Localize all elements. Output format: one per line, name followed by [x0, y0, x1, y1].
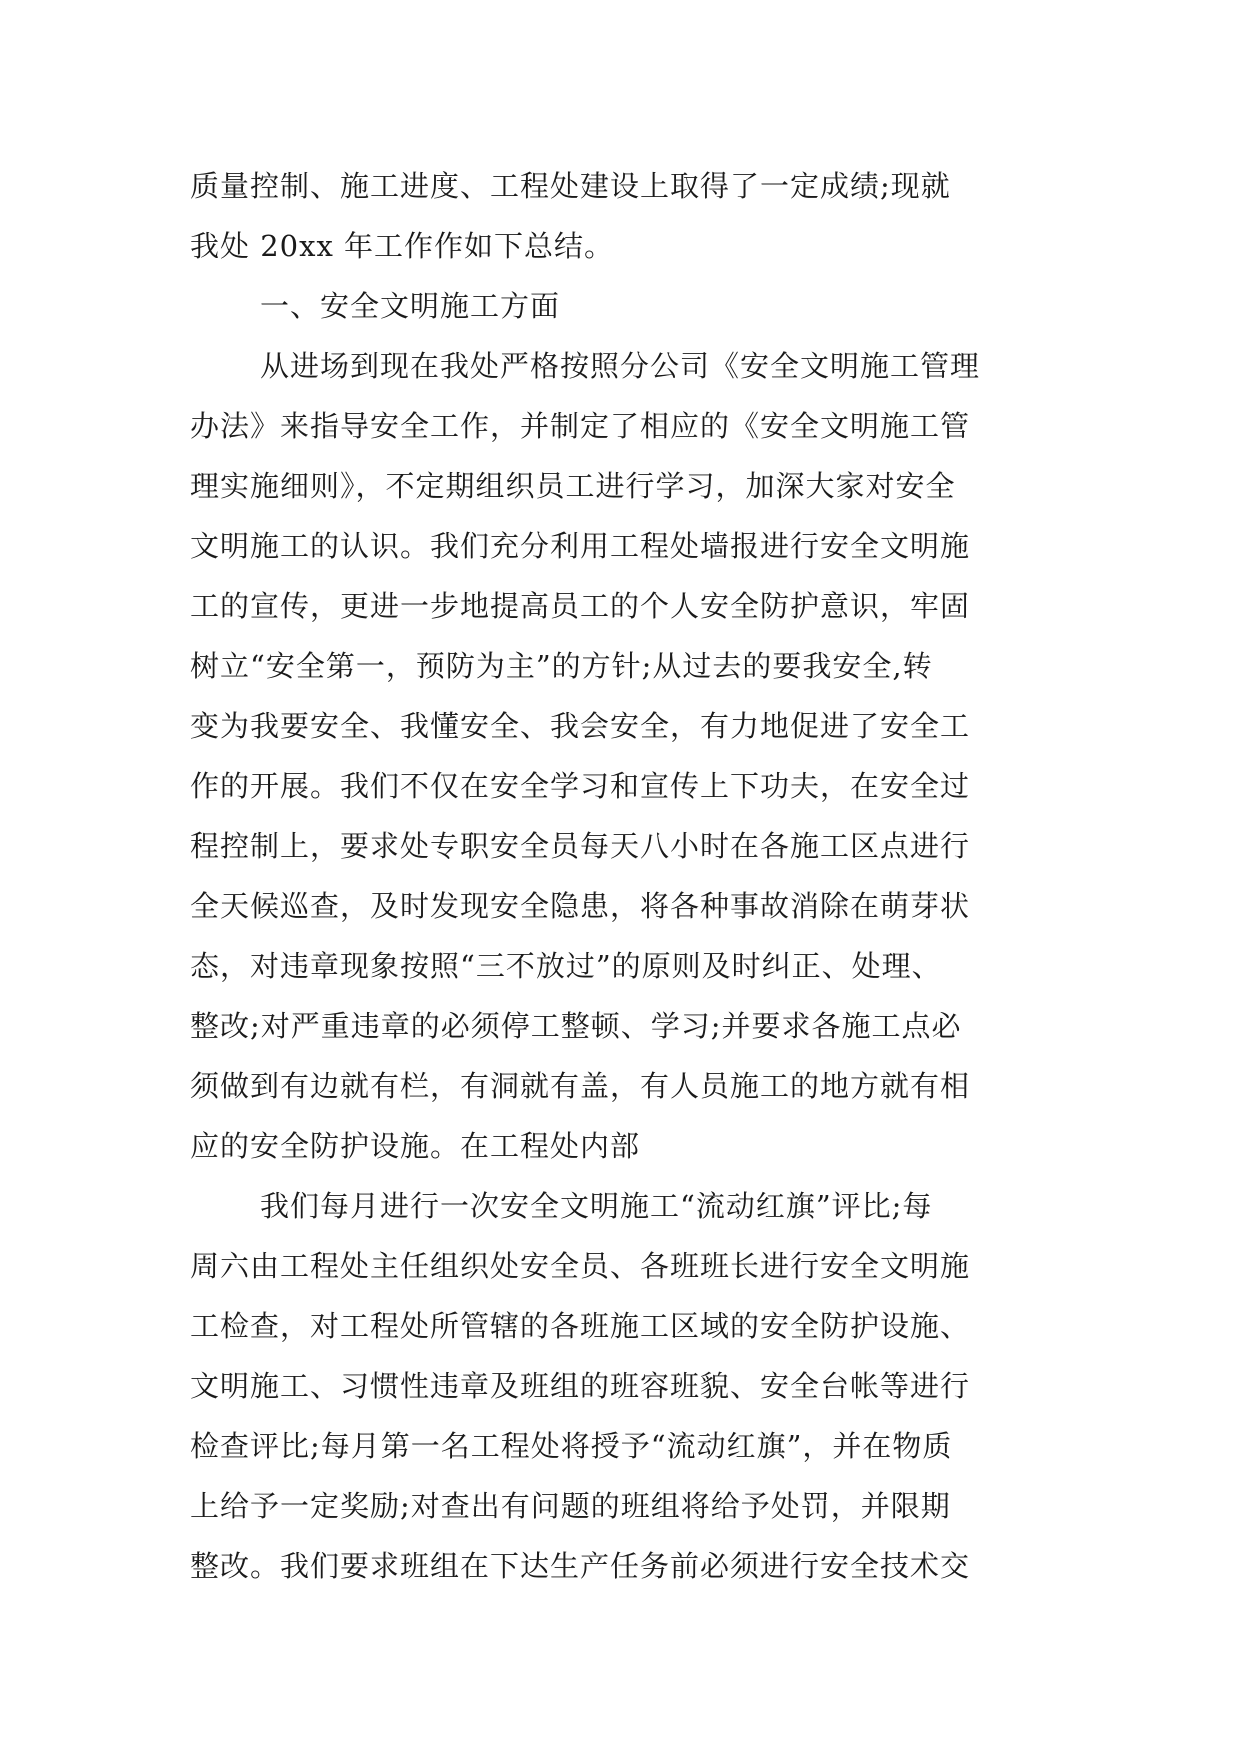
text-line: 工的宣传，更进一步地提高员工的个人安全防护意识，牢固: [190, 589, 971, 623]
text-line: 检查评比;每月第一名工程处将授予“流动红旗”，并在物质: [190, 1429, 953, 1463]
section-heading: 一、安全文明施工方面: [260, 289, 561, 323]
text-line: 树立“安全第一，预防为主”的方针;从过去的要我安全,转: [190, 649, 933, 683]
paragraph-first-line: 我们每月进行一次安全文明施工“流动红旗”评比;每: [260, 1189, 933, 1223]
text-line: 整改;对严重违章的必须停工整顿、学习;并要求各施工点必: [190, 1009, 962, 1043]
text-line: 须做到有边就有栏，有洞就有盖，有人员施工的地方就有相: [190, 1069, 971, 1103]
text-line: 整改。我们要求班组在下达生产任务前必须进行安全技术交: [190, 1549, 971, 1583]
text-line: 上给予一定奖励;对查出有问题的班组将给予处罚，并限期: [190, 1489, 951, 1523]
text-line: 全天候巡查，及时发现安全隐患，将各种事故消除在萌芽状: [190, 889, 971, 923]
text-line: 文明施工的认识。我们充分利用工程处墙报进行安全文明施: [190, 529, 971, 563]
text-line: 应的安全防护设施。在工程处内部: [190, 1129, 641, 1163]
document-body: [190, 156, 1060, 1596]
text-line: 质量控制、施工进度、工程处建设上取得了一定成绩;现就: [190, 169, 951, 203]
text-line: 变为我要安全、我懂安全、我会安全，有力地促进了安全工: [190, 709, 971, 743]
text-line: 我处 20xx 年工作作如下总结。: [190, 229, 615, 263]
text-line: 理实施细则》，不定期组织员工进行学习，加深大家对安全: [190, 469, 956, 503]
text-line: 文明施工、习惯性违章及班组的班容班貌、安全台帐等进行: [190, 1369, 971, 1403]
text-line: 工检查，对工程处所管辖的各班施工区域的安全防护设施、: [190, 1309, 971, 1343]
text-line: 程控制上，要求处专职安全员每天八小时在各施工区点进行: [190, 829, 971, 863]
text-line: 办法》来指导安全工作，并制定了相应的《安全文明施工管: [190, 409, 971, 443]
text-line: 周六由工程处主任组织处安全员、各班班长进行安全文明施: [190, 1249, 971, 1283]
paragraph-first-line: 从进场到现在我处严格按照分公司《安全文明施工管理: [260, 349, 981, 383]
text-line: 态，对违章现象按照“三不放过”的原则及时纠正、处理、: [190, 949, 942, 983]
text-line: 作的开展。我们不仅在安全学习和宣传上下功夫，在安全过: [190, 769, 971, 803]
